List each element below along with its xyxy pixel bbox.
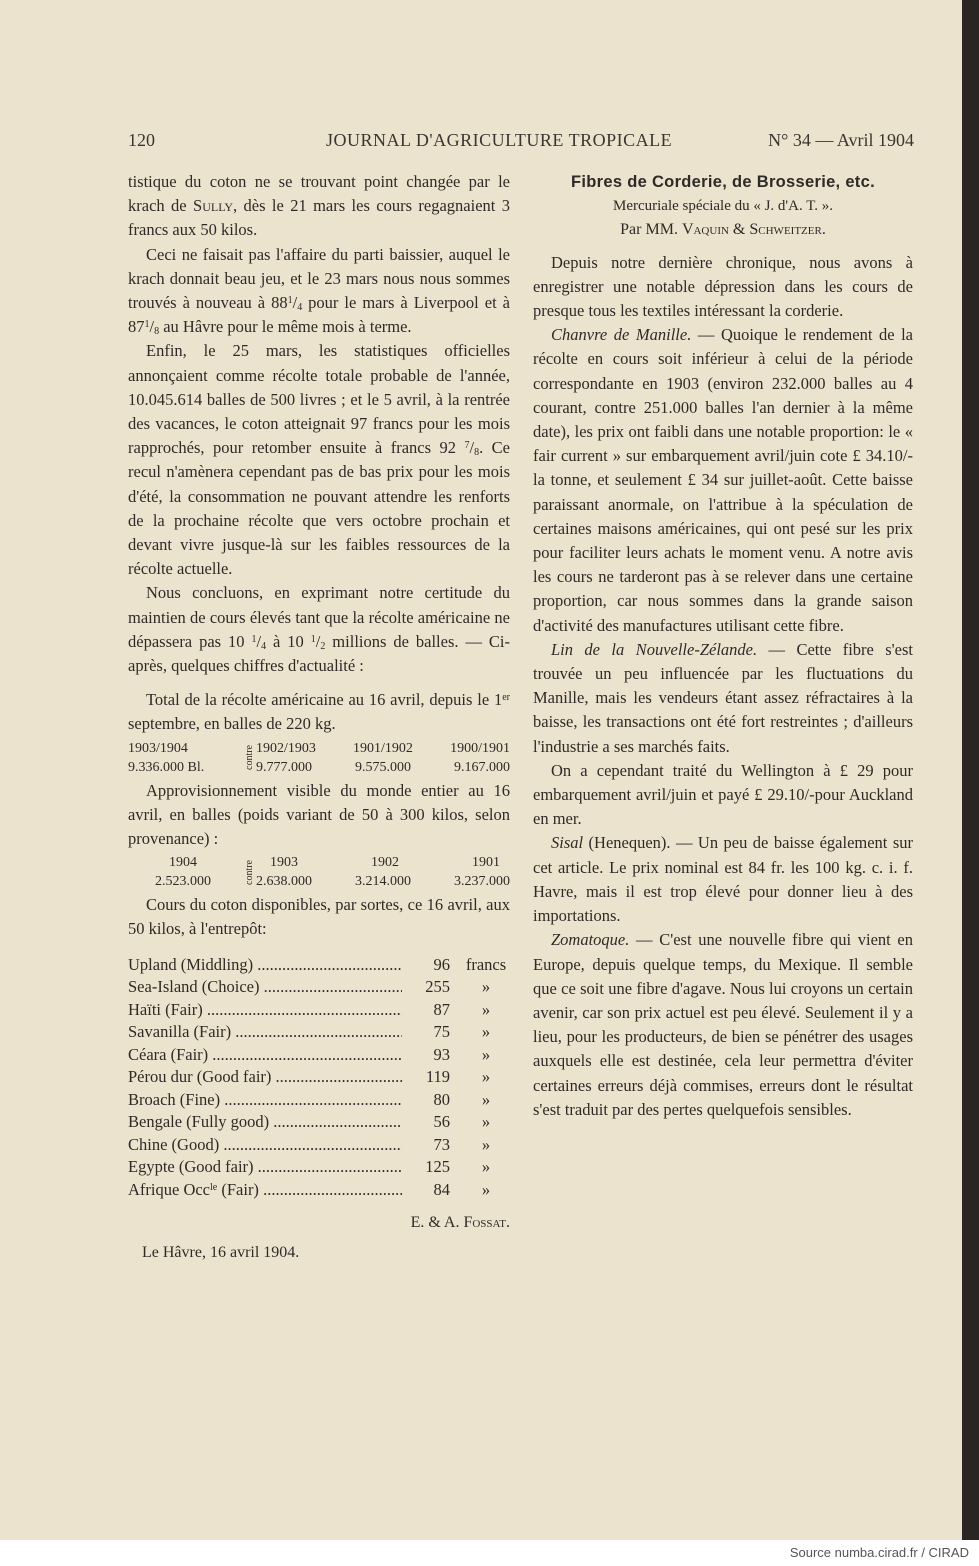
source-credit: Source numba.cirad.fr / CIRAD — [789, 1545, 969, 1560]
paragraph: On a cependant traité du Wellington à £ 29 pour embarquement avril/juin et payé £ 29.10/-pour Auckland en mer. — [533, 760, 913, 829]
place-date: Le Hâvre, 16 avril 1904. — [142, 1244, 300, 1262]
price-row: Haïti (Fair) ..... 87 » — [128, 999, 510, 1022]
journal-title: JOURNAL D'AGRICULTURE TROPICALE — [326, 130, 673, 150]
price-row: Chine (Good) ..... 73 » — [128, 1134, 510, 1157]
subheading: Chanvre de Manille. — [551, 325, 692, 345]
paragraph: Cours du coton disponibles, par sortes, ce 16 avril, aux 50 kilos, à l'entrepôt: — [128, 895, 510, 939]
issue-label: N° 34 — Avril 1904 — [768, 130, 914, 150]
author-name: Sully — [193, 196, 233, 216]
price-row: Bengale (Fully good) ..... 56 » — [128, 1111, 510, 1134]
paragraph: Total de la récolte américaine au 16 avril, depuis le 1er septembre, en balles de 220 kg. — [128, 690, 510, 734]
paragraph: Depuis notre dernière chronique, nous avons à enregistrer une notable dépression dans les cours de presque tous les textiles intéressant la corderie. — [533, 252, 913, 321]
subheading: Lin de la Nouvelle-Zélande. — [551, 639, 758, 659]
price-row: Sea-Island (Choice) ..... 255 » — [128, 976, 510, 999]
price-row: Upland (Middling) ..... 96 francs — [128, 954, 510, 977]
signature: E. & A. Fossat. — [410, 1214, 510, 1232]
section-subtitle: Mercuriale spéciale du « J. d'A. T. ». — [613, 198, 833, 215]
running-header — [128, 130, 914, 154]
paragraph: Nous concluons, en exprimant notre certitude du maintien de cours élevés tant que la récolte américaine ne dépassera pas 10 $^1/_4$ à 10 $^1/_2$ millions de balles. — Ci-après, quelques chiffres d'actualité : — [128, 583, 510, 676]
section-title: Fibres de Corderie, de Brosserie, etc. — [571, 173, 875, 191]
world-supply-stat: 1904 2.523.000 contre 1903 1902 1901 2.638.000 3.214.000 3.237.000 — [155, 855, 510, 890]
paragraph: Lin de la Nouvelle-Zélande. — Cette fibre s'est trouvée un peu influencée par les fluctuations du Manille, mais les vendeurs étant assez réfractaires à la baisse, les transactions ont été fort restreintes ; d'ailleurs l'industrie a ses marchés faits. — [533, 639, 913, 756]
paragraph: Zomatoque. — C'est une nouvelle fibre qui vient en Europe, depuis quelque temps, du Mexique. Il semble que ce soit une fibre d'agave. Nous lui croyons un certain avenir, car son prix actuel est peu élevé. Seulement il y a lieu, pour les producteurs, de bien se pénétrer des usages auxquels elle est destinée, cela leur permettra d'éviter certaines erreurs déjà commises, erreurs dont le résultat s'est traduit par des pertes quelquefois sensibles. — [533, 930, 913, 1119]
paragraph: Sisal (Henequen). — Un peu de baisse également sur cet article. Le prix nominal est 84 fr. les 100 kg. c. i. f. Havre, mais il est trop élevé pour donner lieu à des importations. — [533, 833, 913, 926]
cotton-price-list — [128, 954, 510, 1202]
paragraph: Ceci ne faisait pas l'affaire du parti baissier, auquel le krach donnait beau jeu, et le 23 mars nous nous sommes trouvés à nouveau à $88^1/_4$ pour le mars à Liverpool et à $87^1/_8$ au Hâvre pour le même mois à terme. — [128, 244, 510, 338]
price-row: Céara (Fair) ..... 93 » — [128, 1044, 510, 1067]
paragraph: Approvisionnement visible du monde entier au 16 avril, en balles (poids variant de 50 à 300 kilos, selon provenance) : — [128, 780, 510, 849]
paragraph: Enfin, le 25 mars, les statistiques officielles annonçaient comme récolte totale probable de l'année, 10.045.614 balles de 500 livres ; et le 5 avril, à la rentrée des vacances, le coton atteignait 97 francs pour les mois rapprochés, pour retomber ensuite à francs 92 $^7/_8$. Ce recul n'amènera cependant pas de bas prix pour les mois d'été, la consommation ne pouvant attendre les renforts de la prochaine récolte que vers octobre prochain et devant vivre jusque-là sur les faibles ressources de la récolte actuelle. — [128, 341, 510, 579]
book-edge — [962, 0, 979, 1540]
subheading: Zomatoque. — [551, 930, 630, 950]
left-column — [128, 170, 510, 1266]
crop-total-stat: 1903/1904 9.336.000 Bl. contre 1902/1903 1901/1902 1900/1901 9.777.000 9.575.000 9.167.000 — [128, 740, 510, 775]
paragraph: tistique du coton ne se trouvant point changée par le krach de Sully, dès le 21 mars les cours regagnaient 3 francs aux 50 kilos. — [128, 172, 510, 240]
price-row: Savanilla (Fair) ..... 75 » — [128, 1021, 510, 1044]
paragraph: Chanvre de Manille. — Quoique le rendement de la récolte en cours soit inférieur à celui de la période correspondante en 1903 (environ 232.000 balles au 4 courant, contre 251.000 balles l'an dernier à la même date), les prix ont faibli dans une notable proportion: le « fair current » sur embarquement avril/juin cote £ 34.10/- la tonne, et seulement £ 34 sur juillet-août. Cette baisse paraissant anormale, on l'attribue à la spéculation de certaines maisons américaines, qui ont pesé sur les prix pour faciliter leurs achats le moment venu. A notre avis les cours ne tarderont pas à se relever dans une certaine proportion, car nous sommes dans la grande saison d'activité des manufactures utilisant cette fibre. — [533, 325, 913, 635]
price-row: Broach (Fine) ..... 80 » — [128, 1089, 510, 1112]
section-authors: Par MM. Vaquin & Schweitzer. — [620, 221, 826, 239]
right-column — [533, 170, 913, 1122]
subheading: Sisal — [551, 833, 584, 853]
page-number: 120 — [128, 130, 155, 150]
price-row: Afrique Occ$^{le}$ (Fair) ..... 84 » — [128, 1179, 510, 1202]
price-row: Egypte (Good fair) ..... 125 » — [128, 1156, 510, 1179]
price-row: Pérou dur (Good fair) ..... 119 » — [128, 1066, 510, 1089]
